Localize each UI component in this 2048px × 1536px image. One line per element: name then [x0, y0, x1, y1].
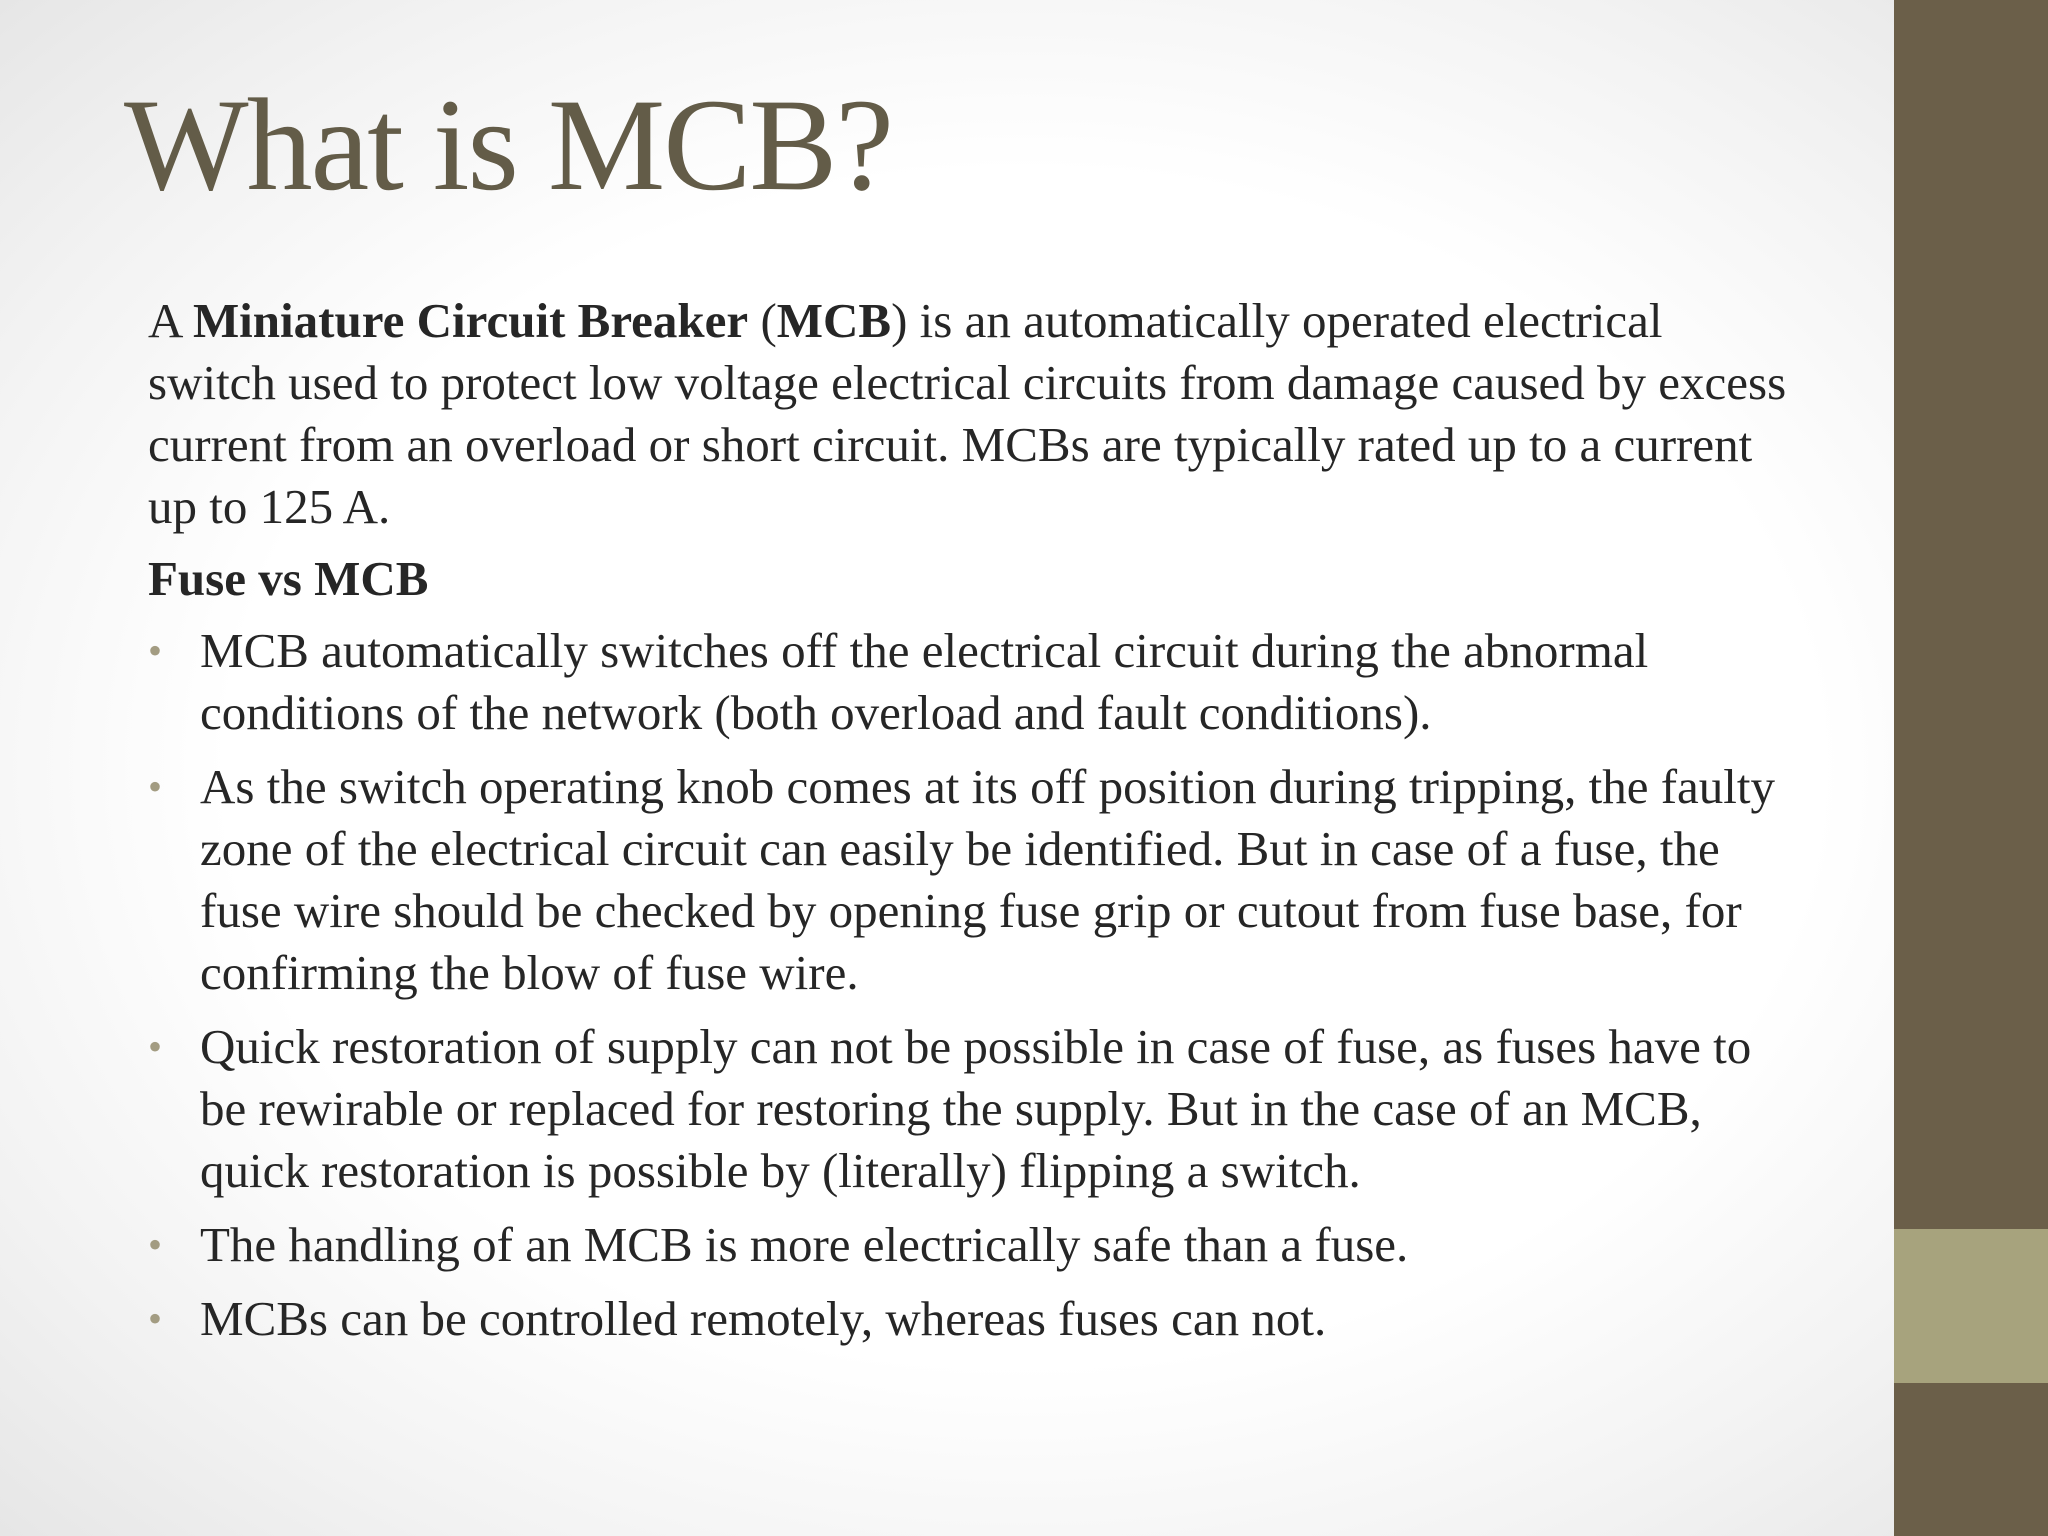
- bullet-text: MCBs can be controlled remotely, whereas fuses can not.: [200, 1291, 1327, 1346]
- intro-rest: ) is an automatically operated electrical switch used to protect low voltage electrical circuits from damage caused by excess current from an overload or short circuit. MCBs are typically rated up to a current up to 125 A.: [148, 293, 1787, 534]
- intro-paragraph: [148, 290, 1788, 538]
- subheading: Fuse vs MCB: [148, 551, 429, 606]
- slide-title: What is MCB?: [124, 71, 892, 218]
- bullet-text: Quick restoration of supply can not be possible in case of fuse, as fuses have to be rewirable or replaced for restoring the supply. But in the case of an MCB, quick restoration is possible by (literally) flipping a switch.: [200, 1019, 1752, 1198]
- bullet-icon: •: [148, 1024, 163, 1069]
- side-accent-block: [1894, 1229, 2048, 1383]
- slide-content: [148, 290, 1788, 1362]
- list-item: [148, 620, 1788, 744]
- intro-prefix: A: [148, 293, 193, 348]
- list-item: [148, 1016, 1788, 1202]
- bullet-icon: •: [148, 1296, 163, 1341]
- intro-term: Miniature Circuit Breaker: [192, 293, 749, 348]
- bullet-text: MCB automatically switches off the electrical circuit during the abnormal conditions of the network (both overload and fault conditions).: [200, 623, 1649, 740]
- intro-open-paren: (: [748, 293, 777, 348]
- list-item: [148, 1288, 1788, 1350]
- bullet-list: [148, 620, 1788, 1350]
- list-item: [148, 1214, 1788, 1276]
- bullet-icon: •: [148, 764, 163, 809]
- bullet-icon: •: [148, 628, 163, 673]
- bullet-icon: •: [148, 1222, 163, 1267]
- list-item: [148, 756, 1788, 1004]
- bullet-text: As the switch operating knob comes at its off position during tripping, the faulty zone of the electrical circuit can easily be identified. But in case of a fuse, the fuse wire should be checked by opening fuse grip or cutout from fuse base, for confirming the blow of fuse wire.: [200, 759, 1776, 1000]
- bullet-text: The handling of an MCB is more electrically safe than a fuse.: [200, 1217, 1409, 1272]
- intro-abbr: MCB: [776, 293, 892, 348]
